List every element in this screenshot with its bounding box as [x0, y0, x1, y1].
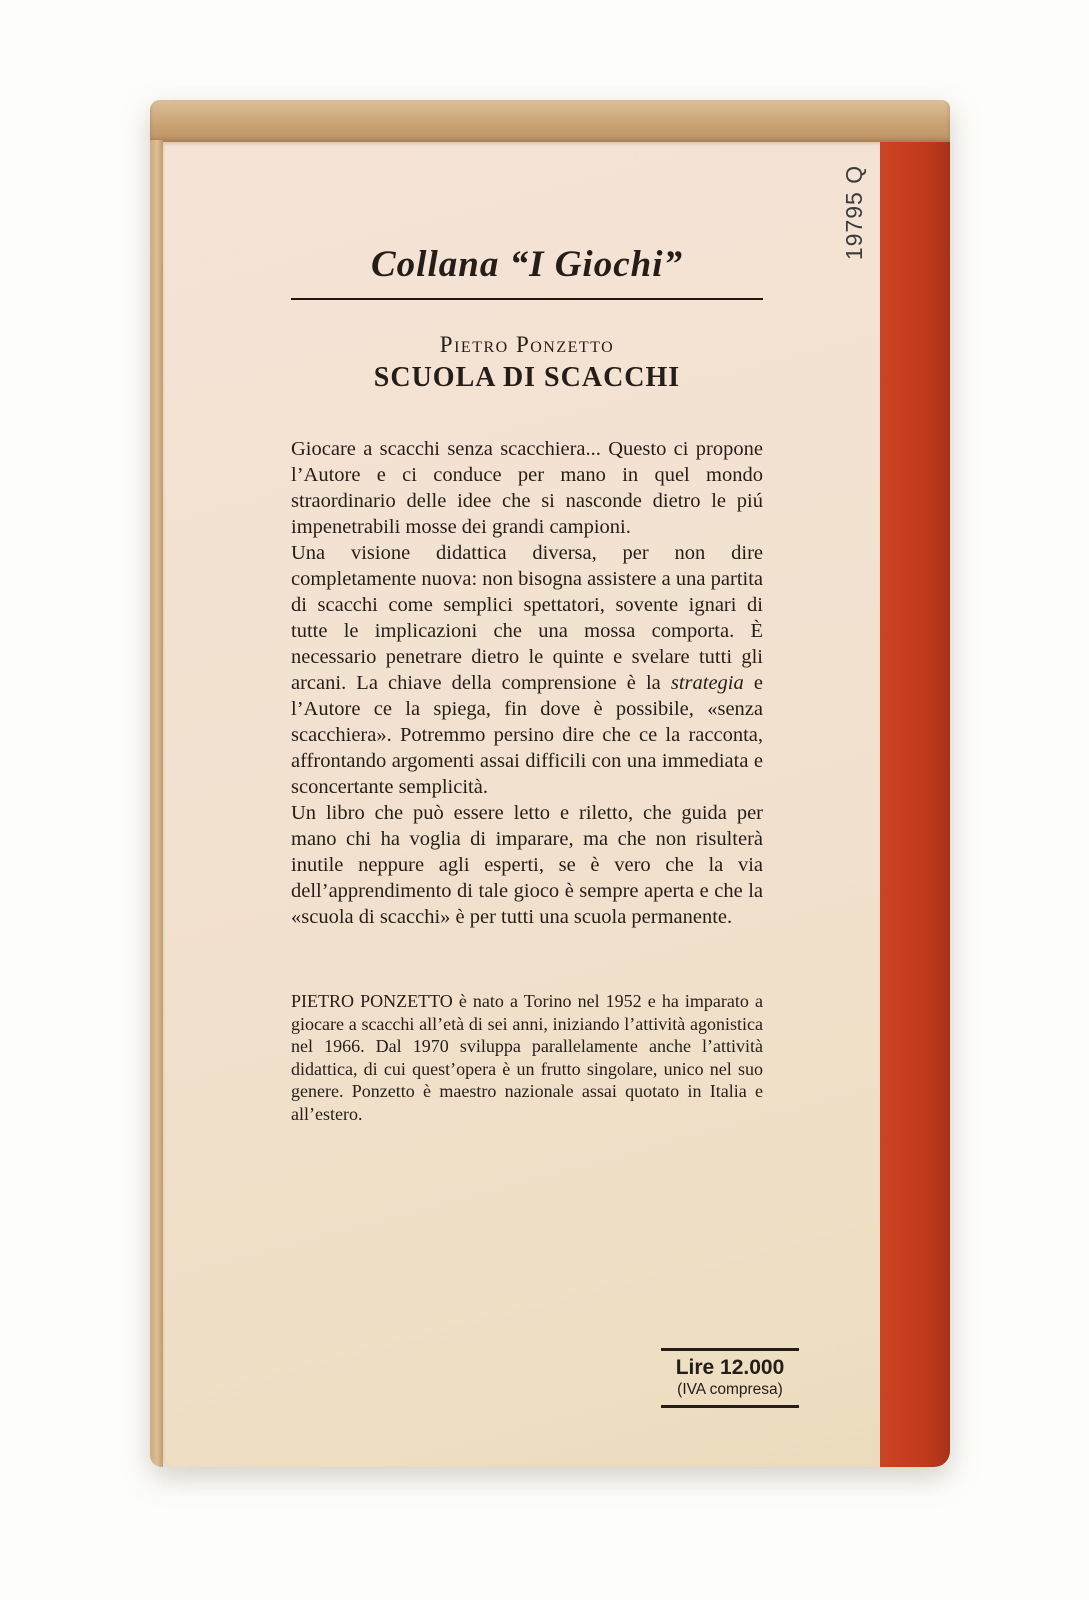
blurb-paragraph-3: Un libro che può essere letto e riletto, che guida per mano chi ha voglia di imparare, ma che non risulterà inutile neppure agli esperti, se è vero che la via dell’apprendimento di tale gioco è sempre aperta e che la «scuola di scacchi» è per tutti una scuola permanente.: [291, 802, 763, 928]
red-stripe: [880, 142, 950, 1467]
price-vat-note: (IVA compresa): [677, 1381, 783, 1398]
book-back-cover: [150, 100, 950, 1467]
serial-number-text: 19795 Q: [841, 164, 868, 260]
blurb-paragraph-2-text: Una visione didattica diversa, per non dire completamente nuova: non bisogna assistere a una partita di scacchi come semplici spettatori, sovente ignari di tutte le implicazioni che una mossa comporta. È necessario penetrare dietro le quinte e svelare tutti gli arcani. La chiave della comprensione è la: [291, 542, 763, 694]
book-page-edges-top: [150, 100, 950, 142]
blurb-paragraph-2: [291, 540, 763, 800]
blurb-paragraph-1: Giocare a scacchi senza scacchiera... Questo ci propone l’Autore e ci conduce per mano in quel mondo straordinario delle idee che si nasconde dietro le piú impenetrabili mosse dei grandi campioni.: [291, 438, 763, 538]
author-name: Pietro Ponzetto: [439, 332, 615, 357]
blurb-paragraph-2-text-after: e l’Autore ce la spiega, fin dove è possibile, «senza scacchiera». Potremmo persino dire che ce la racconta, affrontando argomenti assai difficili con una immediata e sconcertante semplicità.: [291, 672, 763, 798]
cover: [163, 142, 950, 1467]
price-box: [661, 1348, 799, 1408]
price-amount: Lire 12.000: [675, 1356, 785, 1379]
author-bio: PIETRO PONZETTO è nato a Torino nel 1952 e ha imparato a giocare a scacchi all’età di sei anni, iniziando l’attività agonistica nel 1966. Dal 1970 sviluppa parallelamente anche l’attività didattica, di cui quest’opera è un frutto singolare, unico nel suo genere. Ponzetto è maestro nazionale assai quotato in Italia e all’estero.: [291, 991, 763, 1124]
book-title: SCUOLA DI SCACCHI: [373, 362, 681, 393]
blurb-paragraph-2-italic-word: strategia: [670, 672, 744, 694]
series-title: Collana “I Giochi”: [371, 244, 683, 285]
book-page-edges-left: [150, 140, 163, 1467]
series-underline: [291, 298, 763, 300]
serial-number: [800, 157, 910, 267]
cover-content: [291, 142, 763, 1125]
blurb: [291, 436, 763, 930]
